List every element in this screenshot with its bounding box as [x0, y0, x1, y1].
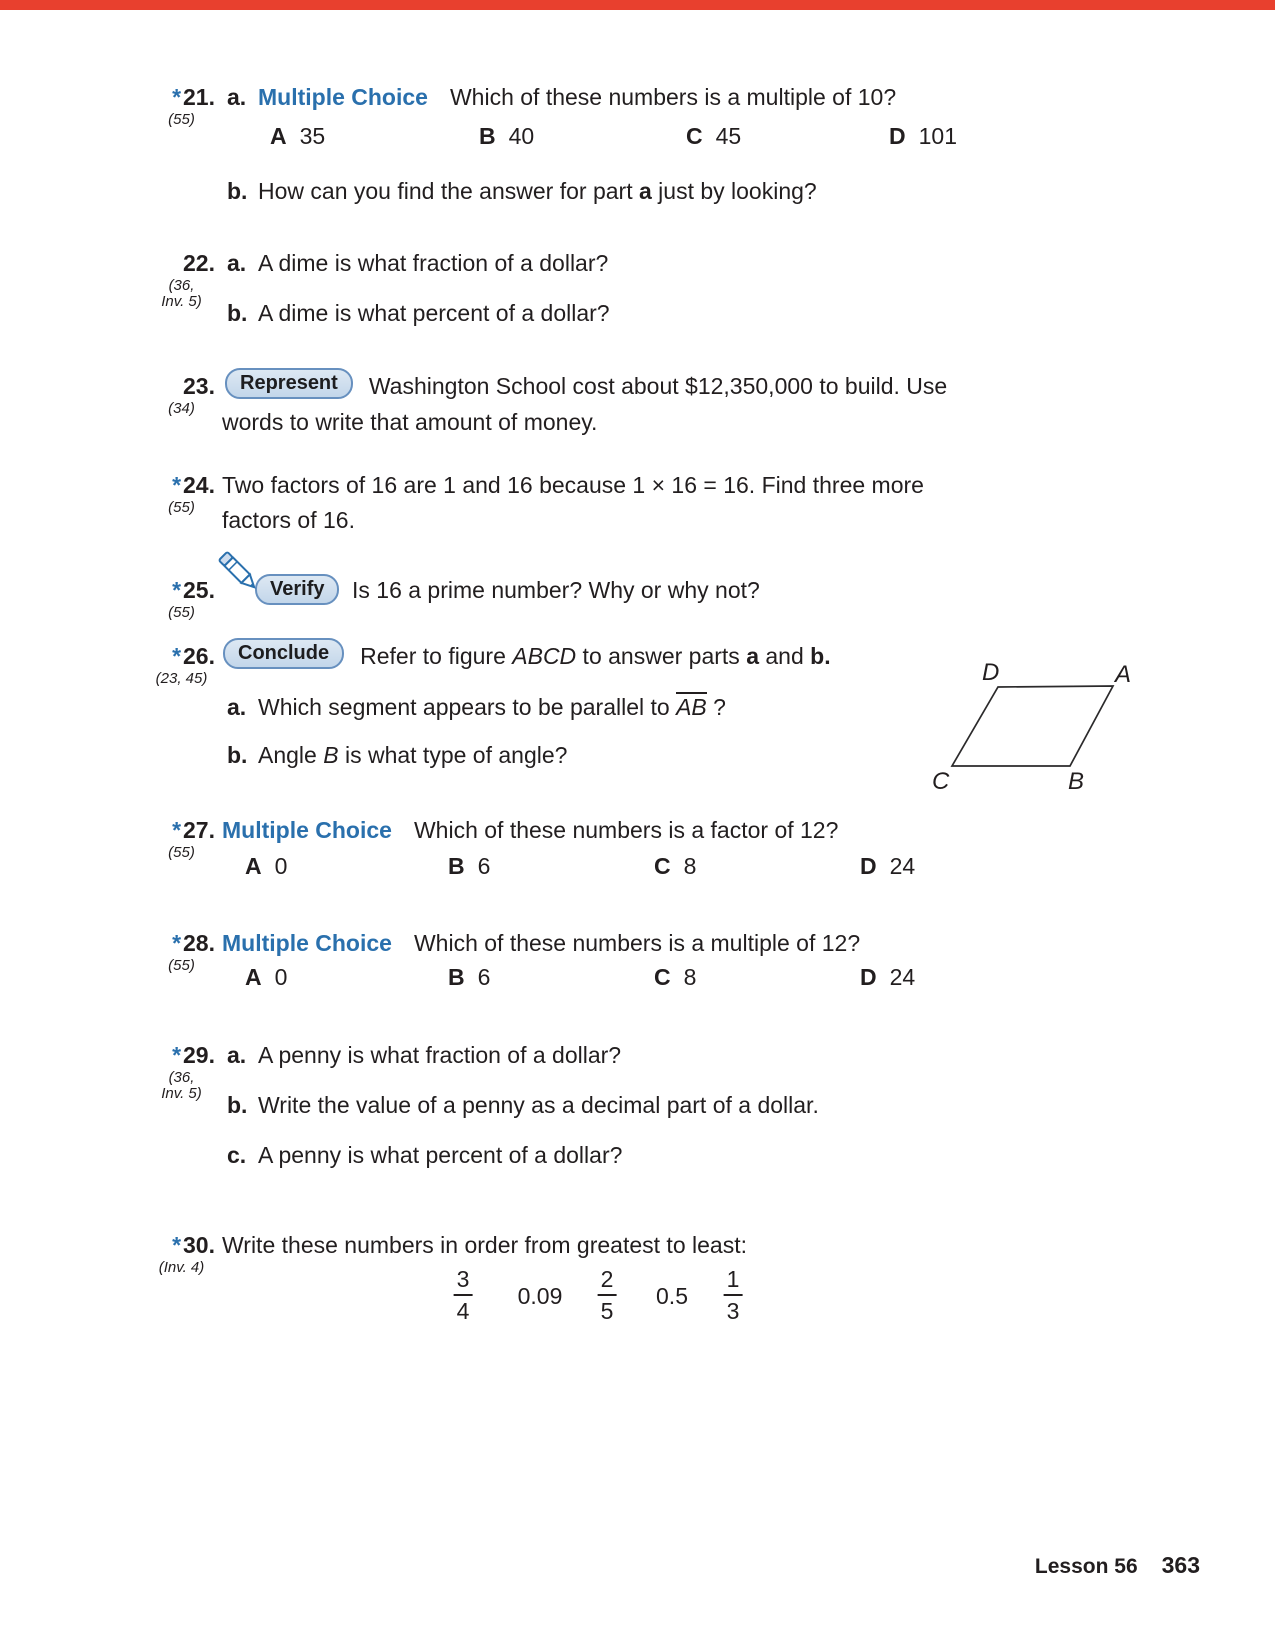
problem-21-number: *21.	[172, 84, 215, 110]
problem-21-question-line	[227, 82, 896, 112]
problem-29-part-a: a. A penny is what fraction of a dollar?	[227, 1042, 622, 1068]
problem-30-reference: (Inv. 4)	[158, 1259, 205, 1276]
choice-b: B 40	[479, 123, 535, 149]
part-a-label: a.	[227, 1042, 247, 1068]
choice-d: D 24	[860, 853, 916, 879]
problem-27-reference: (55)	[168, 844, 195, 861]
part-b-label: b.	[227, 300, 248, 326]
multiple-choice-heading: Multiple Choice	[222, 930, 392, 956]
footer-lesson-label: Lesson 56	[1034, 1555, 1138, 1578]
problem-22-reference-line2: Inv. 5)	[161, 293, 202, 310]
problem-28-reference: (55)	[168, 957, 195, 974]
star-marker: *	[172, 472, 182, 498]
decimal-value: 0.09	[517, 1283, 563, 1309]
fraction-one-third: $\frac{1}{3}$	[724, 1266, 743, 1324]
segment-ab-overline: AB	[676, 694, 707, 720]
problem-25-number: *25.	[172, 577, 215, 603]
star-marker: *	[172, 1042, 182, 1068]
multiple-choice-heading: Multiple Choice	[222, 817, 392, 843]
problem-26-line1: Conclude Refer to figure ABCD to answer parts a and b.	[223, 641, 831, 671]
vertex-label-c: C	[932, 768, 950, 795]
problem-30-number: *30.	[172, 1232, 215, 1258]
vertex-label-d: D	[982, 659, 1000, 686]
choice-c: C 45	[686, 123, 742, 149]
part-a-label: a.	[227, 694, 247, 720]
star-marker: *	[172, 84, 182, 110]
choice-b: B 6	[448, 853, 491, 879]
fraction-two-fifths: $\frac{2}{5}$	[598, 1266, 617, 1324]
problem-24-reference: (55)	[168, 499, 195, 516]
problem-21-reference: (55)	[168, 111, 195, 128]
problem-29-number: *29.	[172, 1042, 215, 1068]
problem-30-question: Write these numbers in order from greatest to least:	[222, 1232, 747, 1258]
represent-badge: Represent	[225, 368, 353, 399]
problem-22-reference-line1: (36,	[168, 277, 195, 294]
problem-26-part-a: a. Which segment appears to be parallel to AB ?	[227, 694, 726, 720]
choice-b: B 6	[448, 964, 491, 990]
page-top-red-bar	[0, 0, 1275, 10]
star-marker: *	[172, 643, 182, 669]
part-a-label: a.	[227, 84, 247, 110]
problem-24-line1: Two factors of 16 are 1 and 16 because 1 × 16 = 16. Find three more	[222, 472, 924, 498]
choice-a: A 0	[245, 964, 288, 990]
choice-a: A 0	[245, 853, 288, 879]
part-b-label: b.	[227, 178, 248, 204]
star-marker: *	[172, 930, 182, 956]
problem-28-number: *28.	[172, 930, 215, 956]
problem-22-number: 22.	[183, 250, 215, 276]
question-text: Which of these numbers is a factor of 12?	[413, 817, 839, 843]
part-a-label: a.	[227, 250, 247, 276]
star-marker: *	[172, 1232, 182, 1258]
fraction-three-fourths: $\frac{3}{4}$	[454, 1266, 473, 1324]
problem-21-choices	[0, 123, 1275, 155]
problem-23-line2: words to write that amount of money.	[222, 409, 598, 435]
problem-22-part-a: a. A dime is what fraction of a dollar?	[227, 250, 609, 276]
vertex-label-b: B	[1068, 768, 1085, 795]
problem-21-part-b: b. How can you find the answer for part a just by looking?	[227, 178, 817, 204]
part-b-label: b.	[227, 1092, 248, 1118]
problem-22-part-b: b. A dime is what percent of a dollar?	[227, 300, 610, 326]
problem-23-line1: Represent Washington School cost about $12,350,000 to build. Use	[225, 371, 947, 401]
problem-25-reference: (55)	[168, 604, 195, 621]
problem-24-line2: factors of 16.	[222, 507, 355, 533]
vertex-label-a: A	[1115, 661, 1132, 688]
problem-29-reference-line1: (36,	[168, 1069, 195, 1086]
choice-c: C 8	[654, 853, 697, 879]
problem-28-choices	[0, 964, 1275, 996]
question-text: Which of these numbers is a multiple of 12?	[413, 930, 861, 956]
problem-27-choices	[0, 853, 1275, 885]
choice-a: A 35	[270, 123, 326, 149]
problem-29-part-b: b. Write the value of a penny as a decimal part of a dollar.	[227, 1092, 819, 1118]
problem-28-question-line	[222, 928, 860, 958]
part-b-label: b.	[227, 742, 248, 768]
conclude-badge: Conclude	[223, 638, 344, 669]
star-marker: *	[172, 817, 182, 843]
problem-25-question: Is 16 a prime number? Why or why not?	[352, 577, 760, 603]
star-marker: *	[172, 577, 182, 603]
problem-29-part-c: c. A penny is what percent of a dollar?	[227, 1142, 623, 1168]
decimal-value: 0.5	[656, 1283, 688, 1309]
choice-d: D 101	[889, 123, 957, 149]
problem-26-number: *26.	[172, 643, 215, 669]
verify-badge-wrap	[255, 572, 339, 605]
verify-badge: Verify	[255, 574, 339, 605]
question-text: Which of these numbers is a multiple of 10?	[449, 84, 897, 110]
problem-26-reference: (23, 45)	[155, 670, 208, 687]
parallelogram-figure	[930, 638, 1140, 796]
part-c-label: c.	[227, 1142, 247, 1168]
choice-c: C 8	[654, 964, 697, 990]
page-footer	[960, 1552, 1200, 1579]
problem-23-number: 23.	[183, 373, 215, 399]
choice-d: D 24	[860, 964, 916, 990]
pencil-icon	[213, 546, 267, 600]
problem-23-reference: (34)	[168, 400, 195, 417]
problem-26-part-b: b. Angle B is what type of angle?	[227, 742, 568, 768]
problem-24-number: *24.	[172, 472, 215, 498]
multiple-choice-heading: Multiple Choice	[258, 84, 428, 110]
problem-29-reference-line2: Inv. 5)	[161, 1085, 202, 1102]
problem-27-question-line	[222, 815, 838, 845]
footer-page-number: 363	[1161, 1552, 1200, 1578]
problem-27-number: *27.	[172, 817, 215, 843]
